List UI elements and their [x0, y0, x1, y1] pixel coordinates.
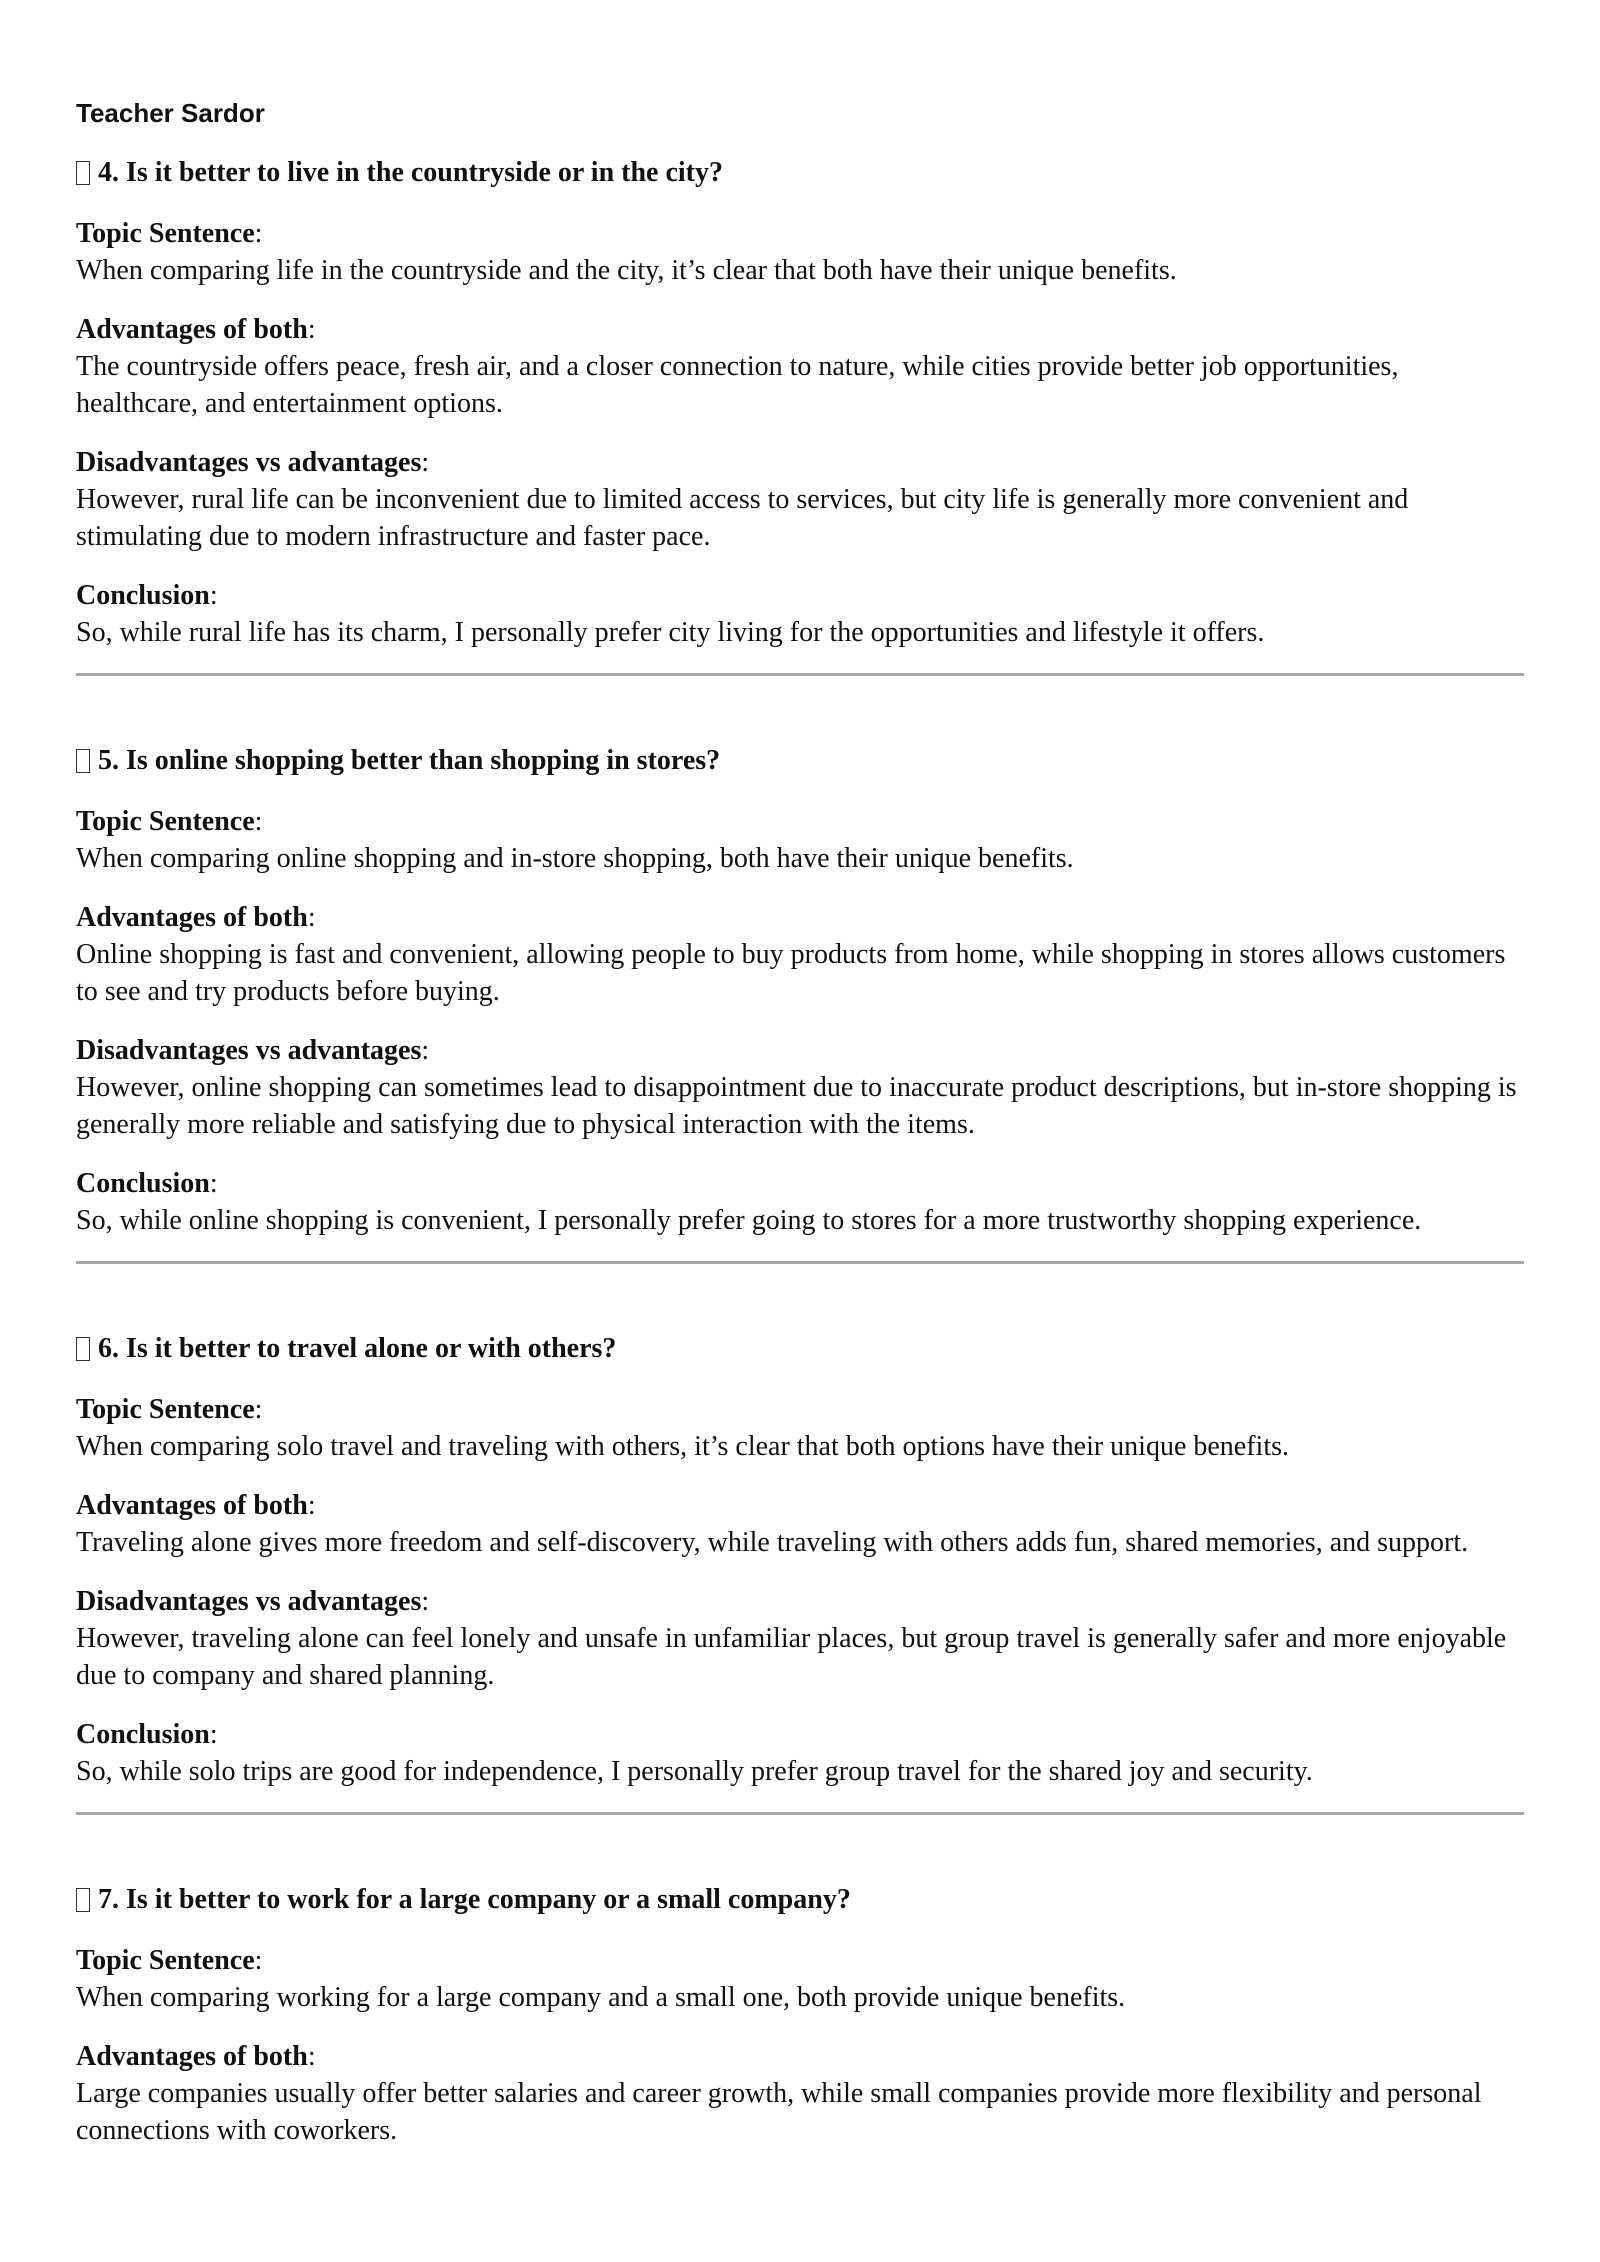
missing-glyph-icon — [76, 161, 90, 185]
paragraph-label: Disadvantages vs advantages — [76, 447, 422, 478]
question-title — [76, 154, 1524, 191]
paragraph-label: Advantages of both — [76, 314, 308, 345]
question-section — [76, 1881, 1524, 2149]
paragraph-label: Topic Sentence — [76, 1394, 255, 1425]
label-colon: : — [209, 1719, 218, 1750]
paragraph-text: The countryside offers peace, fresh air, and a closer connection to nature, while cities provide better job opportunities, healthcare, and entertainment options. — [76, 351, 1399, 419]
label-colon: : — [307, 314, 316, 345]
answer-paragraph — [76, 2038, 1524, 2149]
section-divider — [76, 1261, 1524, 1264]
answer-paragraph — [76, 311, 1524, 422]
missing-glyph-icon — [76, 1337, 90, 1361]
paragraph-text: However, rural life can be inconvenient due to limited access to services, but city life is generally more convenient and stimulating due to modern infrastructure and faster pace. — [76, 484, 1409, 552]
paragraph-text: However, traveling alone can feel lonely and unsafe in unfamiliar places, but group travel is generally safer and more enjoyable due to company and shared planning. — [76, 1623, 1507, 1691]
label-colon: : — [254, 1945, 263, 1976]
question-title-text: 6. Is it better to travel alone or with others? — [98, 1333, 617, 1364]
question-title — [76, 742, 1524, 779]
label-colon: : — [421, 447, 430, 478]
paragraph-text: When comparing solo travel and traveling with others, it’s clear that both options have their unique benefits. — [76, 1431, 1290, 1462]
label-colon: : — [421, 1586, 430, 1617]
question-section — [76, 1330, 1524, 1790]
answer-paragraph — [76, 1487, 1524, 1561]
answer-paragraph — [76, 1032, 1524, 1143]
answer-paragraph — [76, 1583, 1524, 1694]
label-colon: : — [209, 580, 218, 611]
label-colon: : — [307, 902, 316, 933]
label-colon: : — [209, 1168, 218, 1199]
answer-paragraph — [76, 803, 1524, 877]
answer-paragraph — [76, 577, 1524, 651]
paragraph-label: Topic Sentence — [76, 218, 255, 249]
paragraph-text: So, while solo trips are good for independence, I personally prefer group travel for the shared joy and security. — [76, 1756, 1313, 1787]
paragraph-text: When comparing life in the countryside and the city, it’s clear that both have their unique benefits. — [76, 255, 1177, 286]
section-divider — [76, 673, 1524, 676]
paragraph-text: Large companies usually offer better salaries and career growth, while small companies provide more flexibility and personal connections with coworkers. — [76, 2078, 1482, 2146]
section-divider — [76, 1812, 1524, 1815]
question-section — [76, 154, 1524, 651]
answer-paragraph — [76, 899, 1524, 1010]
paragraph-label: Conclusion — [76, 1168, 210, 1199]
missing-glyph-icon — [76, 749, 90, 773]
answer-paragraph — [76, 215, 1524, 289]
question-title-text: 5. Is online shopping better than shopping in stores? — [98, 745, 721, 776]
label-colon: : — [254, 806, 263, 837]
author-header: Teacher Sardor — [76, 98, 265, 128]
paragraph-text: However, online shopping can sometimes lead to disappointment due to inaccurate product descriptions, but in-store shopping is generally more reliable and satisfying due to physical interaction with the items. — [76, 1072, 1517, 1140]
label-colon: : — [254, 218, 263, 249]
paragraph-label: Advantages of both — [76, 1490, 308, 1521]
paragraph-label: Topic Sentence — [76, 806, 255, 837]
answer-paragraph — [76, 1942, 1524, 2016]
paragraph-text: When comparing online shopping and in-store shopping, both have their unique benefits. — [76, 843, 1074, 874]
paragraph-label: Advantages of both — [76, 902, 308, 933]
paragraph-label: Conclusion — [76, 1719, 210, 1750]
question-title-text: 7. Is it better to work for a large company or a small company? — [98, 1884, 851, 1915]
question-title — [76, 1881, 1524, 1918]
answer-paragraph — [76, 1716, 1524, 1790]
label-colon: : — [307, 1490, 316, 1521]
paragraph-label: Disadvantages vs advantages — [76, 1586, 422, 1617]
paragraph-label: Advantages of both — [76, 2041, 308, 2072]
question-section — [76, 742, 1524, 1239]
paragraph-text: When comparing working for a large company and a small one, both provide unique benefits. — [76, 1982, 1126, 2013]
label-colon: : — [421, 1035, 430, 1066]
label-colon: : — [254, 1394, 263, 1425]
sections-container — [76, 154, 1524, 2149]
paragraph-text: Online shopping is fast and convenient, allowing people to buy products from home, while shopping in stores allows customers to see and try products before buying. — [76, 939, 1506, 1007]
answer-paragraph — [76, 1391, 1524, 1465]
paragraph-text: So, while online shopping is convenient, I personally prefer going to stores for a more trustworthy shopping experience. — [76, 1205, 1422, 1236]
paragraph-label: Conclusion — [76, 580, 210, 611]
paragraph-label: Topic Sentence — [76, 1945, 255, 1976]
paragraph-text: Traveling alone gives more freedom and self-discovery, while traveling with others adds fun, shared memories, and support. — [76, 1527, 1469, 1558]
paragraph-label: Disadvantages vs advantages — [76, 1035, 422, 1066]
question-title-text: 4. Is it better to live in the countryside or in the city? — [98, 157, 724, 188]
answer-paragraph — [76, 1165, 1524, 1239]
question-title — [76, 1330, 1524, 1367]
missing-glyph-icon — [76, 1888, 90, 1912]
answer-paragraph — [76, 444, 1524, 555]
paragraph-text: So, while rural life has its charm, I personally prefer city living for the opportunities and lifestyle it offers. — [76, 617, 1265, 648]
label-colon: : — [307, 2041, 316, 2072]
